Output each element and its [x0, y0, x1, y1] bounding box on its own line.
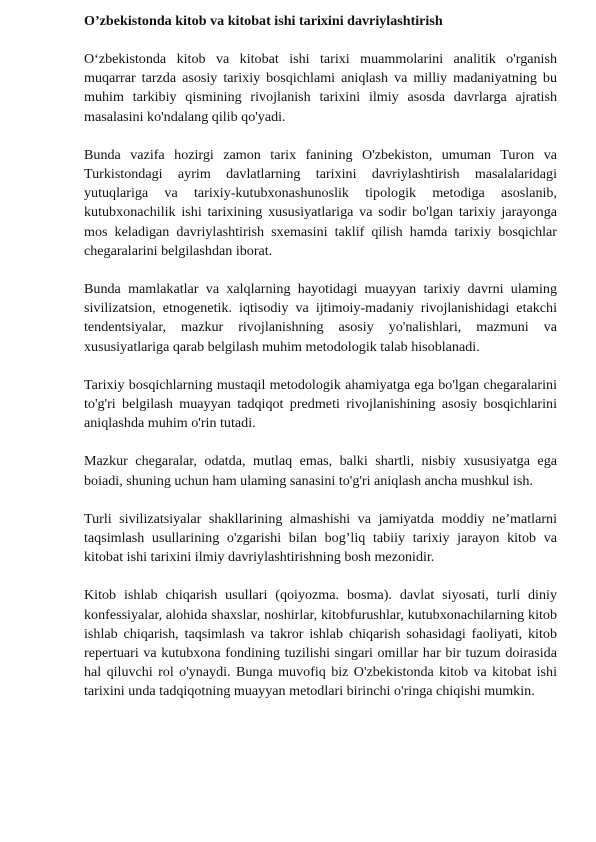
document-title: O’zbekistonda kitob va kitobat ishi tarixini davriylashtirish	[84, 13, 443, 29]
paragraph-4: Tarixiy bosqichlarning mustaqil metodologik ahamiyatga ega bo'lgan chegaralarini to'g'ri belgilash muayyan tadqiqot predmeti rivojlanishining asosiy bosqichlarini aniqlashda muhim o'rin tutadi.	[84, 376, 557, 432]
paragraph-6: Turli sivilizatsiyalar shakllarining almashishi va jamiyatda moddiy ne’matlarni taqsimlash usullarining o'zgarishi bilan bog’liq tabiiy tarixiy jarayon kitob va kitobat ishi tarixini ilmiy davriylashtirishning bosh mezonidir.	[84, 510, 557, 566]
paragraph-1: O‘zbekistonda kitob va kitobat ishi tarixi muammolarini analitik o'rganish muqarrar tarzda asosiy tarixiy bosqichlami aniqlash va milliy madaniyatning bu muhim tarkibiy qismining rivojlanish tarixini ilmiy asosda davrlarga ajratish masalasini ko'ndalang qilib qo'yadi.	[84, 51, 557, 125]
document-page	[84, 12, 557, 721]
paragraph-7: Kitob ishlab chiqarish usullari (qoiyozma. bosma). davlat siyosati, turli diniy konfessiyalar, alohida shaxslar, noshirlar, kitobfurushlar, kutubxonachilarning kitob ishlab chiqarish, taqsimlash va takror ishlab chiqarish sohasidagi faoliyati, kitob repertuari va kutubxona fondining tuzilishi singari omillar har bir tuzum doirasida hal qiluvchi rol o'ynaydi. Bunga muvofiq biz O'zbekistonda kitob va kitobat ishi tarixini unda tadqiqotning muayyan metodlari birinchi o'ringa chiqishi mumkin.	[84, 587, 557, 700]
paragraph-2: Bunda vazifa hozirgi zamon tarix fanining O'zbekiston, umuman Turon va Turkistondagi ayrim davlatlarning tarixini davriylashtirish masalalaridagi yutuqlariga va tarixiy-kutubxonashunoslik tipologik metodiga asoslanib, kutubxonachilik ishi tarixining xususiyatlariga va sodir bo'lgan tarixiy jarayonga mos keladigan davriylashtirish sxemasini taklif qilish hamda tarixiy bosqichlar chegaralarini belgilashdan iborat.	[84, 146, 557, 259]
paragraph-5: Mazkur chegaralar, odatda, mutlaq emas, balki shartli, nisbiy xususiyatga ega boiadi, shuning uchun ham ulaming sanasini to'g'ri aniqlash ancha mushkul ish.	[84, 453, 557, 489]
paragraph-3: Bunda mamlakatlar va xalqlarning hayotidagi muayyan tarixiy davrni ulaming sivilizatsion, etnogenetik. iqtisodiy va ijtimoiy-madaniy rivojlanishidagi etakchi tendentsiyalar, mazkur rivojlanishning asosiy yo'nalishlari, mazmuni va xususiyatlariga qarab belgilash muhim metodologik talab hisoblanadi.	[84, 281, 557, 355]
